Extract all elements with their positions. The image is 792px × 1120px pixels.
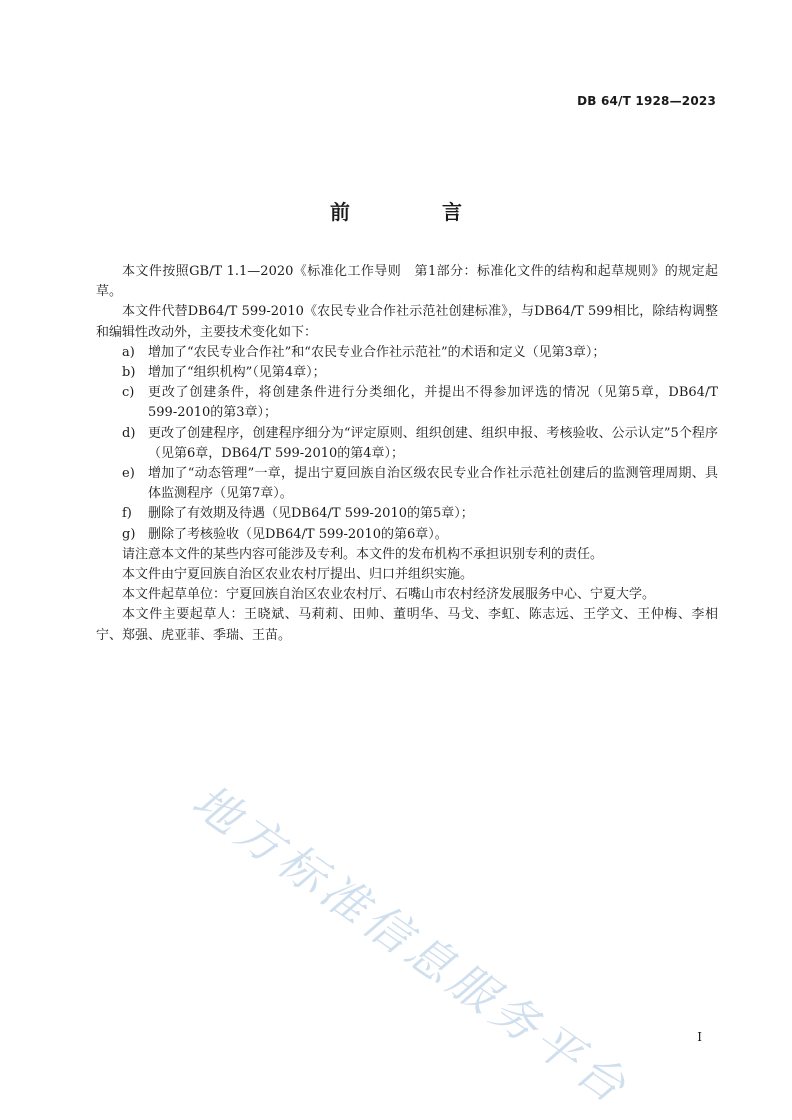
list-item-marker: c) <box>122 385 135 401</box>
list-item-marker: b) <box>122 365 136 381</box>
page-title: 前 言 <box>330 200 498 224</box>
list-item <box>96 464 718 504</box>
list-item-marker: f) <box>122 506 132 522</box>
list-item-marker: e) <box>122 466 135 482</box>
list-item-marker: d) <box>122 425 136 441</box>
list-item <box>96 424 718 464</box>
paragraph-patent-notice: 请注意本文件的某些内容可能涉及专利。本文件的发布机构不承担识别专利的责任。 <box>122 546 604 562</box>
list-item-text: 增加了“组织机构”（见第4章）； <box>148 365 326 381</box>
paragraph-replacement: 本文件代替DB64/T 599-2010《农民专业合作社示范社创建标准》，与DB64/T 599相比，除结构调整和编辑性改动外，主要技术变化如下： <box>96 304 718 340</box>
paragraph-drafting-units: 本文件起草单位：宁夏回族自治区农业农村厅、石嘴山市农村经济发展服务中心、宁夏大学。 <box>122 587 656 603</box>
list-item <box>96 504 718 524</box>
list-item <box>96 525 718 545</box>
paragraph-drafting-rules: 本文件按照GB/T 1.1—2020《标准化工作导则 第1部分：标准化文件的结构和起草规则》的规定起草。 <box>96 264 718 300</box>
list-item-text: 更改了创建条件，将创建条件进行分类细化，并提出不得参加评选的情况（见第5章，DB64/T 599-2010的第3章）； <box>148 385 718 421</box>
list-item-text: 更改了创建程序，创建程序细分为“评定原则、组织创建、组织申报、考核验收、公示认定”5个程序（见第6章，DB64/T 599-2010的第4章）； <box>148 425 718 461</box>
list-item-text: 增加了“动态管理”一章，提出宁夏回族自治区级农民专业合作社示范社创建后的监测管理周期、具体监测程序（见第7章）。 <box>148 466 718 502</box>
document-body <box>96 262 718 646</box>
list-item <box>96 383 718 423</box>
paragraph-drafters: 本文件主要起草人：王晓斌、马莉莉、田帅、董明华、马戈、李虹、陈志远、王学文、王仲梅、李相宁、郑强、虎亚菲、季瑞、王苗。 <box>96 607 718 643</box>
list-item-text: 增加了“农民专业合作社”和“农民专业合作社示范社”的术语和定义（见第3章）； <box>148 344 606 360</box>
list-item <box>96 343 718 363</box>
page-number: I <box>697 1030 702 1044</box>
list-item <box>96 363 718 383</box>
list-item-text: 删除了有效期及待遇（见DB64/T 599-2010的第5章）； <box>148 506 474 522</box>
list-item-marker: a) <box>122 344 135 360</box>
list-item-text: 删除了考核验收（见DB64/T 599-2010的第6章）。 <box>148 526 448 542</box>
list-item-marker: g) <box>122 526 136 542</box>
paragraph-proposer: 本文件由宁夏回族自治区农业农村厅提出、归口并组织实施。 <box>122 567 474 583</box>
watermark: 地方标准信息服务平台 <box>182 773 640 1116</box>
standard-code: DB 64/T 1928—2023 <box>577 94 716 108</box>
